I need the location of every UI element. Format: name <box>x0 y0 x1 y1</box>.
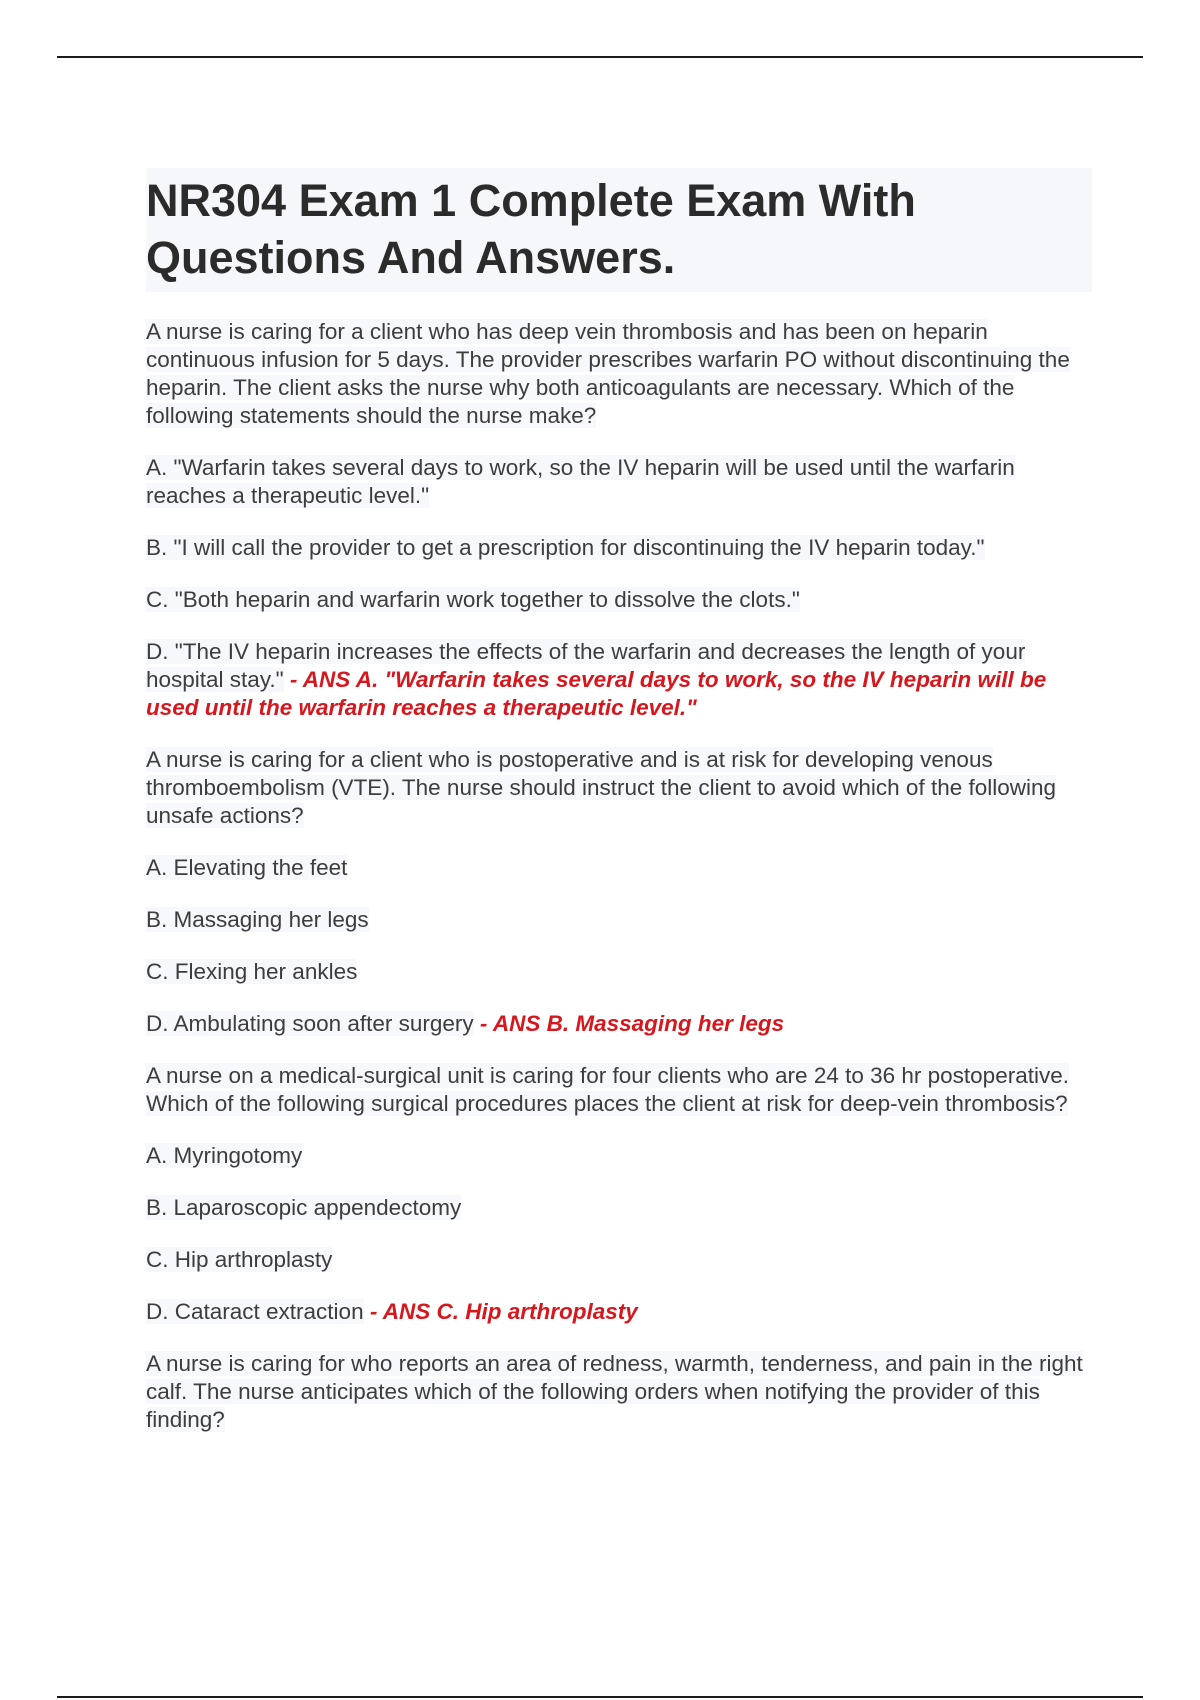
question-2-answer: - ANS B. Massaging her legs <box>473 1011 785 1036</box>
question-1-option-a-text: A. "Warfarin takes several days to work, so the IV heparin will be used until the warfarin reaches a therapeutic level." <box>146 455 1015 508</box>
question-1-option-a <box>146 454 1092 510</box>
page-title: NR304 Exam 1 Complete Exam With Questions And Answers. <box>146 175 916 283</box>
footer-rule <box>57 1696 1143 1698</box>
question-1-option-b <box>146 534 1092 562</box>
question-2-option-a <box>146 854 1092 882</box>
question-1-option-c-text: C. "Both heparin and warfarin work together to dissolve the clots." <box>146 587 800 612</box>
question-3-answer: - ANS C. Hip arthroplasty <box>363 1299 638 1324</box>
question-1-stem-text: A nurse is caring for a client who has deep vein thrombosis and has been on heparin continuous infusion for 5 days. The provider prescribes warfarin PO without discontinuing the heparin. The client asks the nurse why both anticoagulants are necessary. Which of the following statements should the nurse make? <box>146 319 1070 428</box>
question-3-option-a <box>146 1142 1092 1170</box>
question-2-option-d-text: D. Ambulating soon after surgery <box>146 1011 474 1036</box>
question-2-option-b-text: B. Massaging her legs <box>146 907 369 932</box>
question-3-option-d <box>146 1298 1092 1326</box>
question-1-option-b-text: B. "I will call the provider to get a prescription for discontinuing the IV heparin today." <box>146 535 985 560</box>
question-1-option-d <box>146 638 1092 722</box>
question-2-option-c-text: C. Flexing her ankles <box>146 959 358 984</box>
question-3-stem <box>146 1062 1092 1118</box>
question-2-option-c <box>146 958 1092 986</box>
question-1-option-d-text: D. "The IV heparin increases the effects of the warfarin and decreases the length of your hospital stay." <box>146 639 1026 692</box>
title-block <box>146 168 1092 292</box>
question-3-option-c <box>146 1246 1092 1274</box>
question-1-answer: - ANS A. "Warfarin takes several days to work, so the IV heparin will be used until the warfarin reaches a therapeutic level." <box>146 667 1047 720</box>
question-3-stem-text: A nurse on a medical-surgical unit is caring for four clients who are 24 to 36 hr postoperative. Which of the following surgical procedures places the client at risk for deep-vein thrombosis? <box>146 1063 1069 1116</box>
header-rule <box>57 56 1143 58</box>
question-4-stem <box>146 1350 1092 1434</box>
document-body <box>146 168 1092 1458</box>
question-3-option-b <box>146 1194 1092 1222</box>
question-2-option-a-text: A. Elevating the feet <box>146 855 348 880</box>
question-1-option-c <box>146 586 1092 614</box>
question-3-option-b-text: B. Laparoscopic appendectomy <box>146 1195 462 1220</box>
question-3-option-c-text: C. Hip arthroplasty <box>146 1247 333 1272</box>
question-2-stem <box>146 746 1092 830</box>
question-3-option-d-text: D. Cataract extraction <box>146 1299 364 1324</box>
question-2-stem-text: A nurse is caring for a client who is postoperative and is at risk for developing venous thromboembolism (VTE). The nurse should instruct the client to avoid which of the following unsafe actions? <box>146 747 1057 828</box>
question-1-stem <box>146 318 1092 430</box>
question-2-option-d <box>146 1010 1092 1038</box>
question-4-stem-text: A nurse is caring for who reports an area of redness, warmth, tenderness, and pain in the right calf. The nurse anticipates which of the following orders when notifying the provider of this finding? <box>146 1351 1083 1432</box>
question-2-option-b <box>146 906 1092 934</box>
question-3-option-a-text: A. Myringotomy <box>146 1143 303 1168</box>
